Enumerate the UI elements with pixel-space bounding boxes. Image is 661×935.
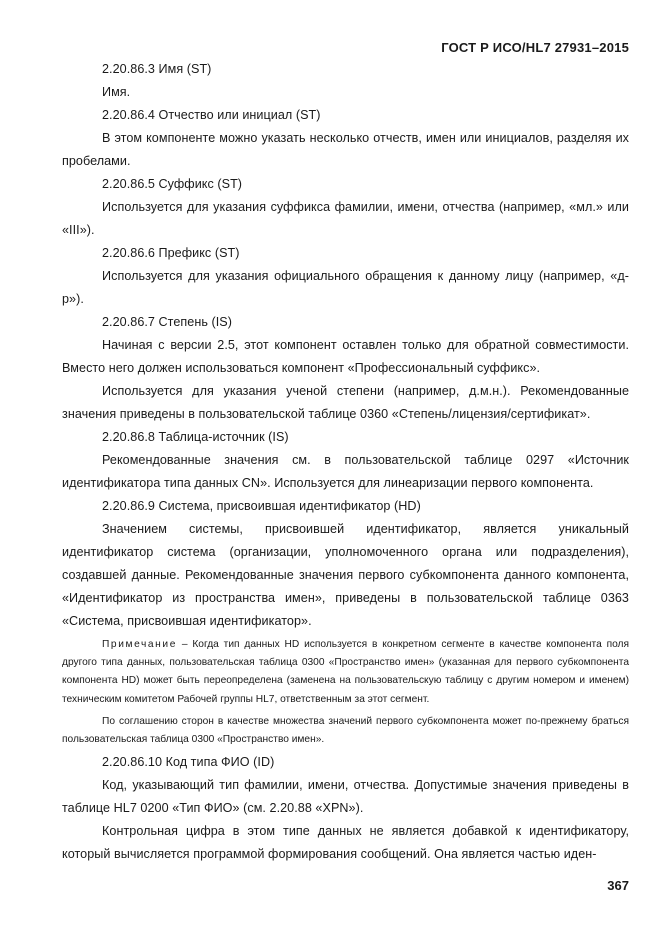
paragraph: В этом компоненте можно указать несколько отчеств, имен или инициалов, разделяя их пробелами. xyxy=(62,131,629,168)
note-continuation: По соглашению сторон в качестве множества значений первого субкомпонента может по-прежнему браться пользовательская таблица 0300 «Пространство имен». xyxy=(62,715,629,746)
section-heading-name: 2.20.86.3 Имя (ST) xyxy=(102,62,212,76)
section-heading-assigning-authority: 2.20.86.9 Система, присвоившая идентификатор (HD) xyxy=(102,499,421,513)
note-label: Примечание xyxy=(102,639,177,650)
section-heading-middle-name: 2.20.86.4 Отчество или инициал (ST) xyxy=(102,108,321,122)
page-number: 367 xyxy=(607,878,629,893)
document-body xyxy=(62,58,629,866)
paragraph: Контрольная цифра в этом типе данных не является добавкой к идентификатору, который вычисляется программой формирования сообщений. Она является частью иден- xyxy=(62,824,629,862)
paragraph: Используется для указания официального обращения к данному лицу (например, «д-р»). xyxy=(62,269,629,306)
document-header: ГОСТ Р ИСО/HL7 27931–2015 xyxy=(441,40,629,55)
section-heading-degree: 2.20.86.7 Степень (IS) xyxy=(102,315,232,329)
paragraph: Рекомендованные значения см. в пользовательской таблице 0297 «Источник идентификатора типа данных CN». Используется для линеаризации первого компонента. xyxy=(62,453,629,490)
section-heading-source-table: 2.20.86.8 Таблица-источник (IS) xyxy=(102,430,289,444)
section-heading-name-type-code: 2.20.86.10 Код типа ФИО (ID) xyxy=(102,755,275,770)
paragraph: Код, указывающий тип фамилии, имени, отчества. Допустимые значения приведены в таблице HL7 0200 «Тип ФИО» (см. 2.20.88 «XPN»). xyxy=(62,778,629,816)
section-heading-suffix: 2.20.86.5 Суффикс (ST) xyxy=(102,177,243,191)
paragraph: Используется для указания ученой степени (например, д.м.н.). Рекомендованные значения приведены в пользовательской таблице 0360 «Степень/лицензия/сертификат». xyxy=(62,384,629,421)
paragraph: Имя. xyxy=(102,85,131,99)
note-dash: – xyxy=(176,639,193,650)
note xyxy=(62,636,629,709)
note-text: Когда тип данных HD используется в конкретном сегменте в качестве компонента поля другого типа данных, пользовательская таблица 0300 «Пространство имен» (указанная для первого субкомпонента компонента HD) может быть переопределена (заменена на пользовательскую таблицу с другим номером и именем) техническим комитетом Рабочей группы HL7, ответственным за этот сегмент. xyxy=(62,639,630,705)
section-heading-prefix: 2.20.86.6 Префикс (ST) xyxy=(102,246,240,260)
paragraph: Используется для указания суффикса фамилии, имени, отчества (например, «мл.» или «III»). xyxy=(62,200,629,237)
paragraph: Значением системы, присвоившей идентификатор, является уникальный идентификатор система (организации, уполномоченного органа или подразделения), создавшей данные. Рекомендованные значения первого субкомпонента данного компонента, «Идентификатор из пространства имен», приведены в пользовательской таблице 0363 «Система, присвоившая идентификатор». xyxy=(62,522,629,628)
paragraph: Начиная с версии 2.5, этот компонент оставлен только для обратной совместимости. Вместо него должен использоваться компонент «Профессиональный суффикс». xyxy=(62,338,629,375)
